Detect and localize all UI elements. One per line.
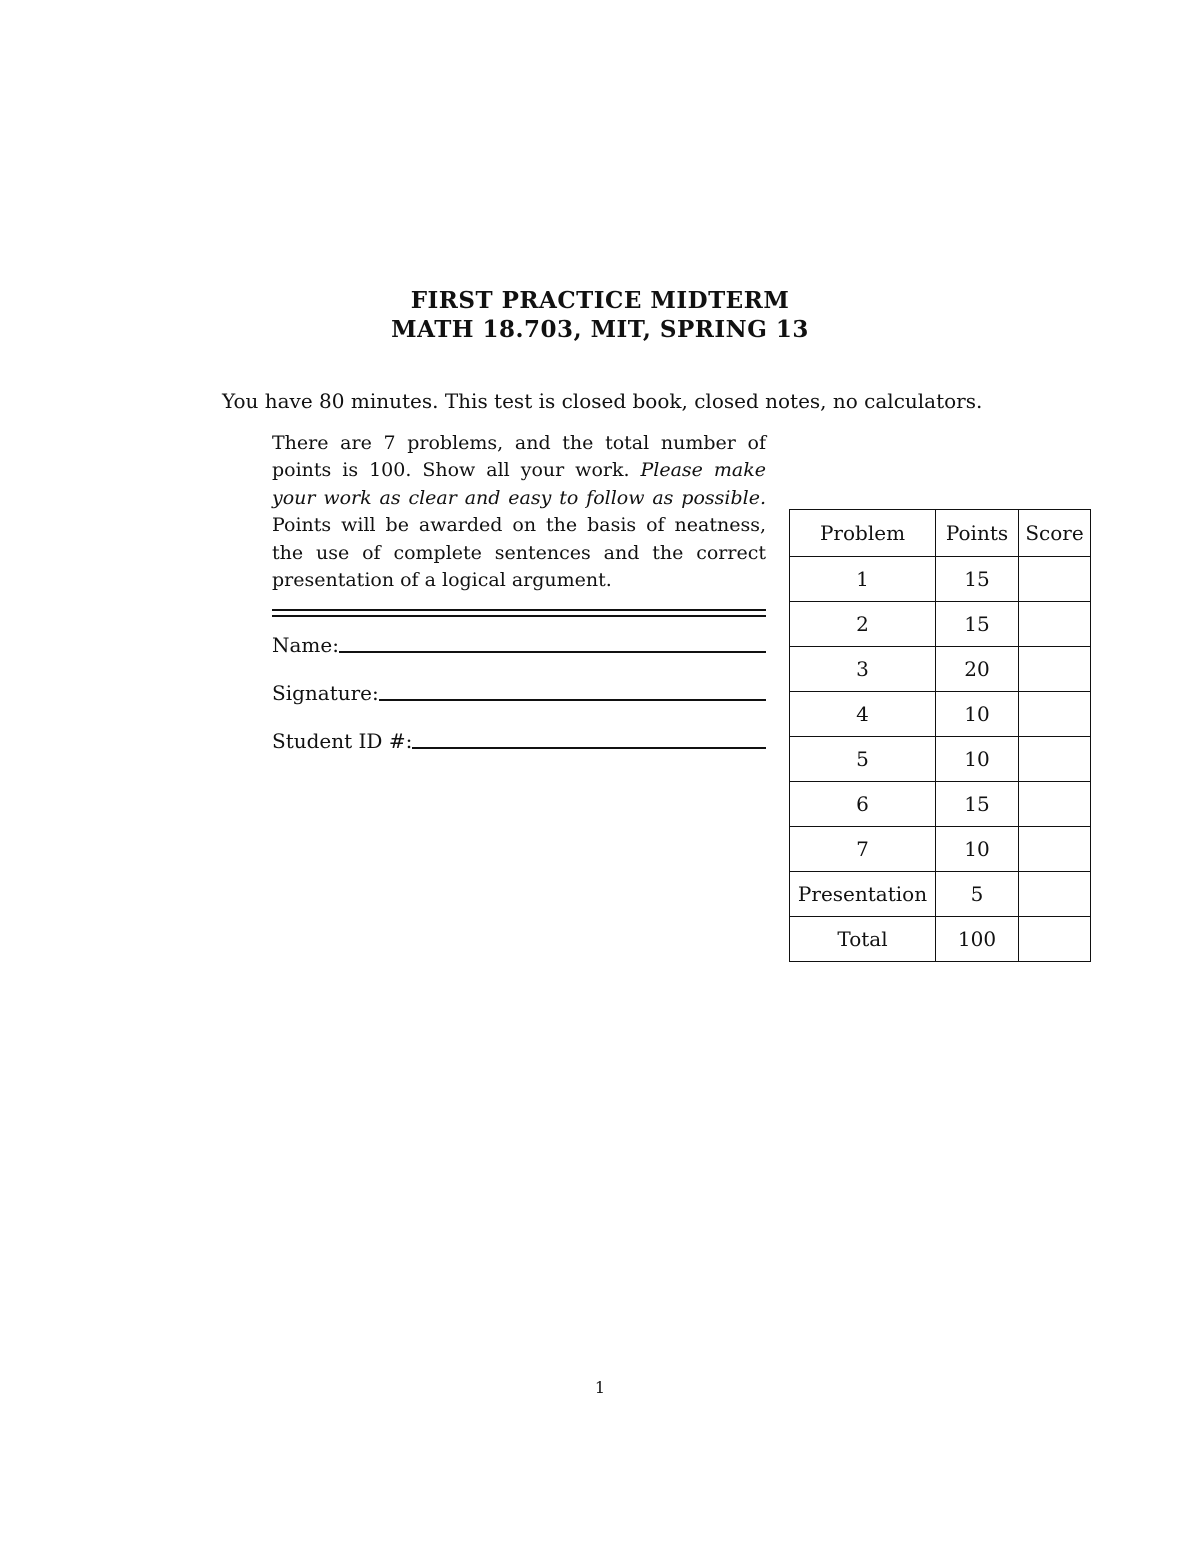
problem-cell: 1: [790, 557, 936, 602]
table-row: [790, 602, 1091, 647]
table-row: [790, 647, 1091, 692]
student-id-field[interactable]: [272, 723, 766, 753]
score-cell[interactable]: [1019, 647, 1091, 692]
page-number: 1: [594, 1378, 606, 1397]
problem-cell: 7: [790, 827, 936, 872]
name-label: Name:: [272, 633, 339, 657]
table-row-total: [790, 917, 1091, 962]
score-table: [789, 509, 1091, 962]
problem-cell: Total: [790, 917, 936, 962]
problem-cell: 4: [790, 692, 936, 737]
table-row: [790, 872, 1091, 917]
score-cell[interactable]: [1019, 692, 1091, 737]
page-title: FIRST PRACTICE MIDTERM: [410, 287, 790, 314]
double-divider: [272, 609, 766, 617]
points-cell: 10: [936, 692, 1019, 737]
signature-label: Signature:: [272, 681, 379, 705]
problem-cell: 6: [790, 782, 936, 827]
student-id-label: Student ID #:: [272, 729, 413, 753]
instructions-text-2: Points will be awarded on the basis of neatness, the use of complete sentences and the correct presentation of a logical argument.: [272, 514, 766, 592]
score-cell[interactable]: [1019, 782, 1091, 827]
points-cell: 20: [936, 647, 1019, 692]
instructions-text-1: There are 7 problems, and the total number of points is 100. Show all your work.: [272, 432, 766, 482]
points-cell: 10: [936, 737, 1019, 782]
instructions-paragraph: [272, 430, 766, 594]
score-cell[interactable]: [1019, 737, 1091, 782]
points-cell: 10: [936, 827, 1019, 872]
signature-field[interactable]: [272, 675, 766, 705]
score-cell[interactable]: [1019, 557, 1091, 602]
points-cell: 15: [936, 602, 1019, 647]
table-row: [790, 737, 1091, 782]
signature-blank-line[interactable]: [379, 698, 766, 701]
table-row: [790, 782, 1091, 827]
instructions-italic: Please make your work as clear and easy to follow as possible.: [272, 459, 766, 509]
student-id-blank-line[interactable]: [412, 746, 766, 749]
header-points: Points: [936, 510, 1019, 557]
score-cell[interactable]: [1019, 917, 1091, 962]
table-row: [790, 692, 1091, 737]
table-row: [790, 827, 1091, 872]
score-cell[interactable]: [1019, 602, 1091, 647]
header-problem: Problem: [790, 510, 936, 557]
problem-cell: 2: [790, 602, 936, 647]
problem-cell: Presentation: [790, 872, 936, 917]
table-header-row: [790, 510, 1091, 557]
points-cell: 15: [936, 557, 1019, 602]
course-subtitle: MATH 18.703, MIT, SPRING 13: [391, 316, 809, 343]
score-cell[interactable]: [1019, 872, 1091, 917]
score-cell[interactable]: [1019, 827, 1091, 872]
header-score: Score: [1019, 510, 1091, 557]
points-cell: 5: [936, 872, 1019, 917]
table-row: [790, 557, 1091, 602]
problem-cell: 5: [790, 737, 936, 782]
points-cell: 15: [936, 782, 1019, 827]
name-blank-line[interactable]: [339, 650, 766, 653]
name-field[interactable]: [272, 627, 766, 657]
points-cell: 100: [936, 917, 1019, 962]
problem-cell: 3: [790, 647, 936, 692]
exam-intro: You have 80 minutes. This test is closed book, closed notes, no calculators.: [222, 389, 983, 413]
